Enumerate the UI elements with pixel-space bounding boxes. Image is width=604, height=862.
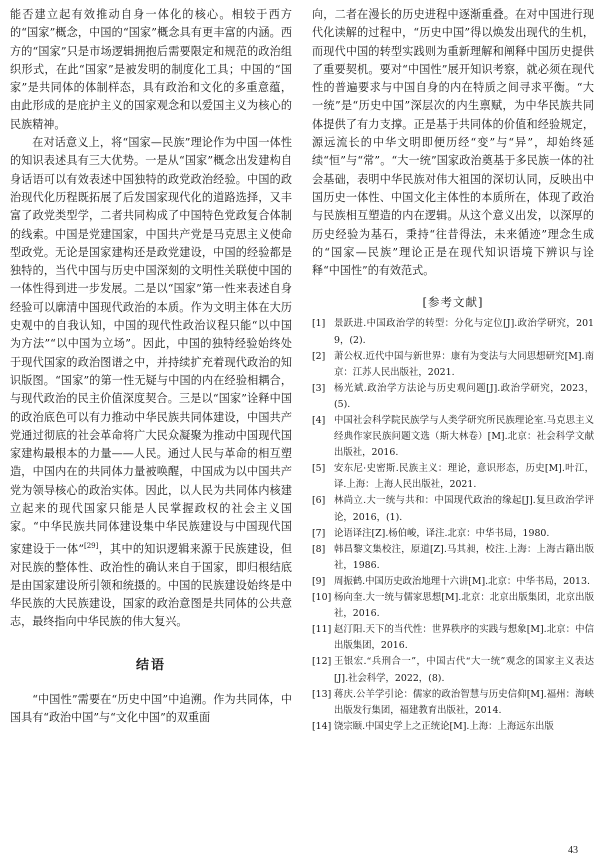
reference-number: [10] xyxy=(312,592,332,604)
reference-item xyxy=(312,316,594,348)
reference-text: 萧公权.近代中国与新世界：康有为变法与大同思想研究[M].南京：江苏人民出版社，2021. xyxy=(334,350,594,378)
reference-item xyxy=(312,461,594,493)
reference-number: [1] xyxy=(312,318,326,330)
paragraph-text: 在对话意义上，将“国家—民族”理论作为中国一体性的知识表述具有三大优势。一是从“国家”概念出发建构自身话语可以有效表述中国独特的政党政治经验。中国的政治现代化历程既拓展了后发国家现代化的道路选择，又丰富了政党类型学，二者共同构成了中国特色党政复合体制的线索。中国是党建国家，中国共产党是马克思主义使命型政党。无论是国家建构还是政党建设，中国的经验都是独特的，当代中国与历史中国深刻的文明性关联使中国的一体性得到进一步发展。二是以“国家”第一性来表述自身经验可以廓清中国现代政治的本质。作为文明主体在大历史观中的自我认知，中国的现代性政治议程只能“以中国为方法”“以中国为立场”。因此，中国的独特经验始终处于现代国家的政治图谱之中，并持续扩充着现代政治的知识版图。“国家”的第一性无疑与中国的内在经验相耦合，与现代政治的民主价值深度契合。三是以“国家”诠释中国的政治底色可以有力推动中华民族共同体建设，中国共产党通过彻底的社会革命将广大民众凝聚为推动中国现代国家建构最根本的力量——人民。通过人民与革命的相互塑造，中国内在的共同体力量被唤醒，中国成为以中国共产党为领导核心的政治实体。因此，以人民为共同体内核建立起来的现代国家只能是人民掌握政权的社会主义国家。“中华民族共同体建设集中华民族建设与中国现代国家建设于一体” xyxy=(10,136,292,556)
reference-text: 中国社会科学院民族学与人类学研究所民族理论室.马克思主义经典作家民族问题文选（斯大林卷）[M].北京：社会科学文献出版社，2016. xyxy=(334,415,594,459)
reference-text: 饶宗颐.中国史学上之正统论[M].上海：上海远东出版 xyxy=(334,720,554,732)
reference-item xyxy=(312,654,594,686)
body-paragraph: 向，二者在漫长的历史进程中逐渐重叠。在对中国进行现代化读解的过程中，“历史中国”得以焕发出现代的生机，而现代中国的转型实践则为重新理解和阐释中国历史提供了重要契机。要对“中国性”展开知识考察，就必须在现代性的普遍要求与中国自身的内在特质之间寻求平衡。“大一统”是“历史中国”深层次的内生禀赋，为中华民族共同体提供了有力支撑。正是基于共同体的价值和经验规定，源远流长的中华文明即便历经“变”与“异”，却始终延续“恒”与“常”。“大一统”国家政治奠基于多民族一体的社会基础，表明中华民族对伟大祖国的深切认同，反映出中国历史一体性、中国文化主体性的本质所在，体现了政治与民族相互塑造的内在逻辑。从这个意义出发，以深厚的历史经验为基石，秉持“往昔得法，未来循迹”理念生成的“国家—民族”理论正是在现代知识语境下辨识与诠释“中国性”的有效范式。 xyxy=(312,8,594,278)
reference-item xyxy=(312,622,594,654)
reference-number: [6] xyxy=(312,495,326,507)
reference-number: [9] xyxy=(312,575,326,587)
body-paragraph: 能否建立起有效推动自身一体化的核心。相较于西方的“国家”概念，中国的“国家”概念具有更丰富的内涵。西方的“国家”只是市场逻辑拥抱后需要限定和规范的政治组织形式，在此“国家”是被发明的制度化工具；中国的“国家”是共同体的体制样态，具有政治和文化的多重意蕴，由此形成的是庇护主义的国家观念和以爱国主义为核心的民族精神。 xyxy=(10,8,292,131)
reference-text: 蒋庆.公羊学引论：儒家的政治智慧与历史信仰[M].福州：海峡出版发行集团，福建教育出版社，2014. xyxy=(334,688,594,716)
page-number: 43 xyxy=(568,845,578,856)
reference-text: 韩昌黎文集校注，原道[Z].马其昶，校注.上海：上海古籍出版社，1986. xyxy=(334,543,594,571)
reference-number: [5] xyxy=(312,463,326,475)
reference-text: 安东尼·史密斯.民族主义：理论，意识形态，历史[M].叶江，译.上海：上海人民出版社，2021. xyxy=(334,463,594,491)
paragraph-text: ，其中的知识逻辑来源于民族建设，但对民族的整体性、政治性的确认来自于国家，即归根结底是由国家建设所引领和统摄的。中国的民族建设始终是中华民族的大民族建设，国家的政治意图是共同体的公共意志，最终指向中华民族的伟大复兴。 xyxy=(10,542,292,629)
reference-number: [2] xyxy=(312,350,326,362)
reference-number: [13] xyxy=(312,688,332,700)
right-column xyxy=(312,6,594,735)
reference-text: 赵汀阳.天下的当代性：世界秩序的实践与想象[M].北京：中信出版集团，2016. xyxy=(334,624,594,652)
citation-marker: [29] xyxy=(84,541,99,550)
reference-number: [14] xyxy=(312,720,332,732)
reference-item xyxy=(312,413,594,461)
reference-item xyxy=(312,687,594,719)
reference-number: [12] xyxy=(312,656,332,668)
reference-text: 杨光斌.政治学方法论与历史观问题[J].政治学研究，2023，(5). xyxy=(334,382,594,410)
left-column xyxy=(10,6,292,727)
reference-text: 王银宏.“兵刑合一”，中国古代“大一统”观念的国家主义表达[J].社会科学，2022，(8). xyxy=(334,656,594,684)
reference-item xyxy=(312,590,594,622)
reference-text: 论语译注[Z].杨伯峻，译注.北京：中华书局，1980. xyxy=(334,527,550,539)
reference-number: [7] xyxy=(312,527,326,539)
reference-item xyxy=(312,719,594,735)
reference-number: [3] xyxy=(312,382,326,394)
reference-text: 周振鹤.中国历史政治地理十六讲[M].北京：中华书局，2013. xyxy=(334,575,590,587)
reference-number: [4] xyxy=(312,415,326,427)
body-paragraph: “中国性”需要在“历史中国”中追溯。作为共同体，中国具有“政治中国”与“文化中国”的双重面 xyxy=(10,692,292,725)
reference-text: 林尚立.大一统与共和：中国现代政治的缘起[J].复旦政治学评论，2016，(1). xyxy=(334,495,594,523)
section-heading: 结语 xyxy=(135,657,166,673)
reference-item xyxy=(312,574,594,590)
reference-item xyxy=(312,542,594,574)
reference-text: 景跃进.中国政治学的转型：分化与定位[J].政治学研究，2019，(2). xyxy=(334,318,594,346)
reference-item xyxy=(312,526,594,542)
references-title: [参考文献] xyxy=(422,295,484,310)
reference-item xyxy=(312,493,594,525)
reference-list xyxy=(312,316,594,734)
reference-item xyxy=(312,349,594,381)
reference-number: [11] xyxy=(312,624,332,636)
reference-item xyxy=(312,381,594,413)
reference-number: [8] xyxy=(312,543,326,555)
body-paragraph xyxy=(10,134,292,632)
reference-text: 杨向奎.大一统与儒家思想[M].北京：北京出版集团，北京出版社，2016. xyxy=(334,592,594,620)
